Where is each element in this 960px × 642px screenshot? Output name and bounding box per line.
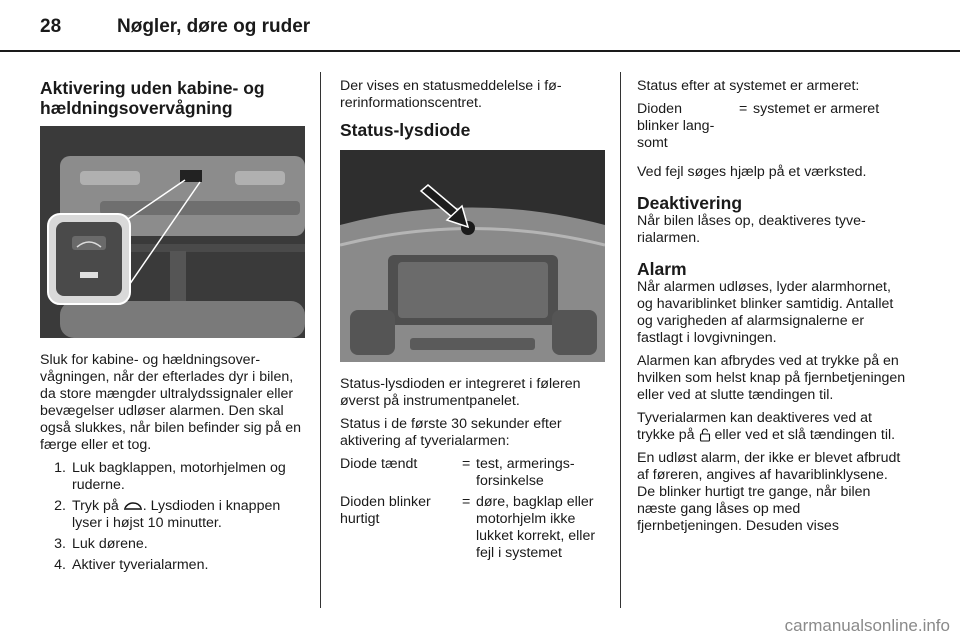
list-item: 1. Luk bagklappen, motorhjelmen og ruderne. (54, 460, 286, 493)
section-heading: Alarm (637, 259, 687, 279)
table-row: Dioden blinker hurtigt = døre, bagklap eller motorhjelm ikke lukket korrekt, eller fejl i systemet (340, 494, 596, 561)
body-paragraph: Status i de første 30 sekunder efter aktivering af tyverialarmen: (340, 416, 562, 449)
car-motion-icon (123, 501, 143, 511)
body-paragraph: Der vises en statusmeddelelse i førerinformationscentret. (340, 78, 562, 111)
list-item: 3. Luk dørene. (54, 536, 148, 552)
section-heading: Status-lysdiode (340, 120, 471, 140)
body-paragraph: Tyverialarmen kan deaktiveres ved at trykke på eller ved et slå tændingen til. (637, 410, 896, 443)
body-paragraph: Alarmen kan afbrydes ved at trykke på en hvilken som helst knap på fjernbetjeningen eller ved at slutte tændingen til. (637, 353, 906, 403)
column-divider (320, 72, 321, 608)
status-table (340, 456, 605, 562)
page-header (0, 0, 960, 50)
body-paragraph: Sluk for kabine- og hældningsovervågningen, når der efterlades dyr i bilen, da store mængder ultralydssignaler eller bevægelser udløser alarmen. Den skal også slukkes, når bilen befinder sig på en færge eller et tog. (40, 352, 302, 453)
steps-list (40, 460, 305, 574)
list-item: 2. Tryk på . Lysdioden i knappen lyser i højst 10 minutter. (54, 498, 281, 531)
list-item: 4. Aktiver tyverialarmen. (54, 557, 209, 573)
body-paragraph: Ved fejl søges hjælp på et værksted. (637, 164, 867, 180)
body-paragraph: Status efter at systemet er armeret: (637, 78, 860, 94)
body-paragraph: Når bilen låses op, deaktiveres tyverialarmen. (637, 213, 866, 246)
table-row: Diode tændt = test, armeringsforsinkelse (340, 456, 575, 489)
overhead-console-illustration (40, 126, 305, 338)
chapter-title: Nøgler, døre og ruder (117, 16, 311, 37)
figure-overhead-console (40, 126, 305, 338)
section-heading: Aktivering uden kabine- og hældningsovervågning (40, 78, 265, 118)
figure-instrument-panel (340, 150, 605, 362)
column-3 (637, 78, 907, 541)
instrument-panel-illustration (340, 150, 605, 362)
column-divider (620, 72, 621, 608)
page-number: 28 (40, 16, 62, 37)
body-paragraph: En udløst alarm, der ikke er blevet afbrudt af føreren, angives af havariblinklysene. De blinker hurtigt tre gange, når bilen næste gang låses op med fjernbetjeningen. Desuden vises (637, 450, 901, 534)
body-paragraph: Status-lysdioden er integreret i føleren øverst på instrumentpanelet. (340, 376, 581, 409)
table-row: Dioden blinker langsomt = systemet er armeret (637, 101, 880, 151)
unlock-icon (699, 428, 711, 442)
body-paragraph: Når alarmen udløses, lyder alarmhornet, og havariblinket blinker samtidig. Antallet og varigheden af alarmsignalerne er fastlagt i lovgivningen. (637, 279, 894, 346)
header-rule (0, 50, 960, 52)
column-1 (40, 78, 305, 578)
column-2 (340, 78, 605, 566)
watermark: carmanualsonline.info (784, 616, 950, 635)
section-heading: Deaktivering (637, 193, 743, 213)
